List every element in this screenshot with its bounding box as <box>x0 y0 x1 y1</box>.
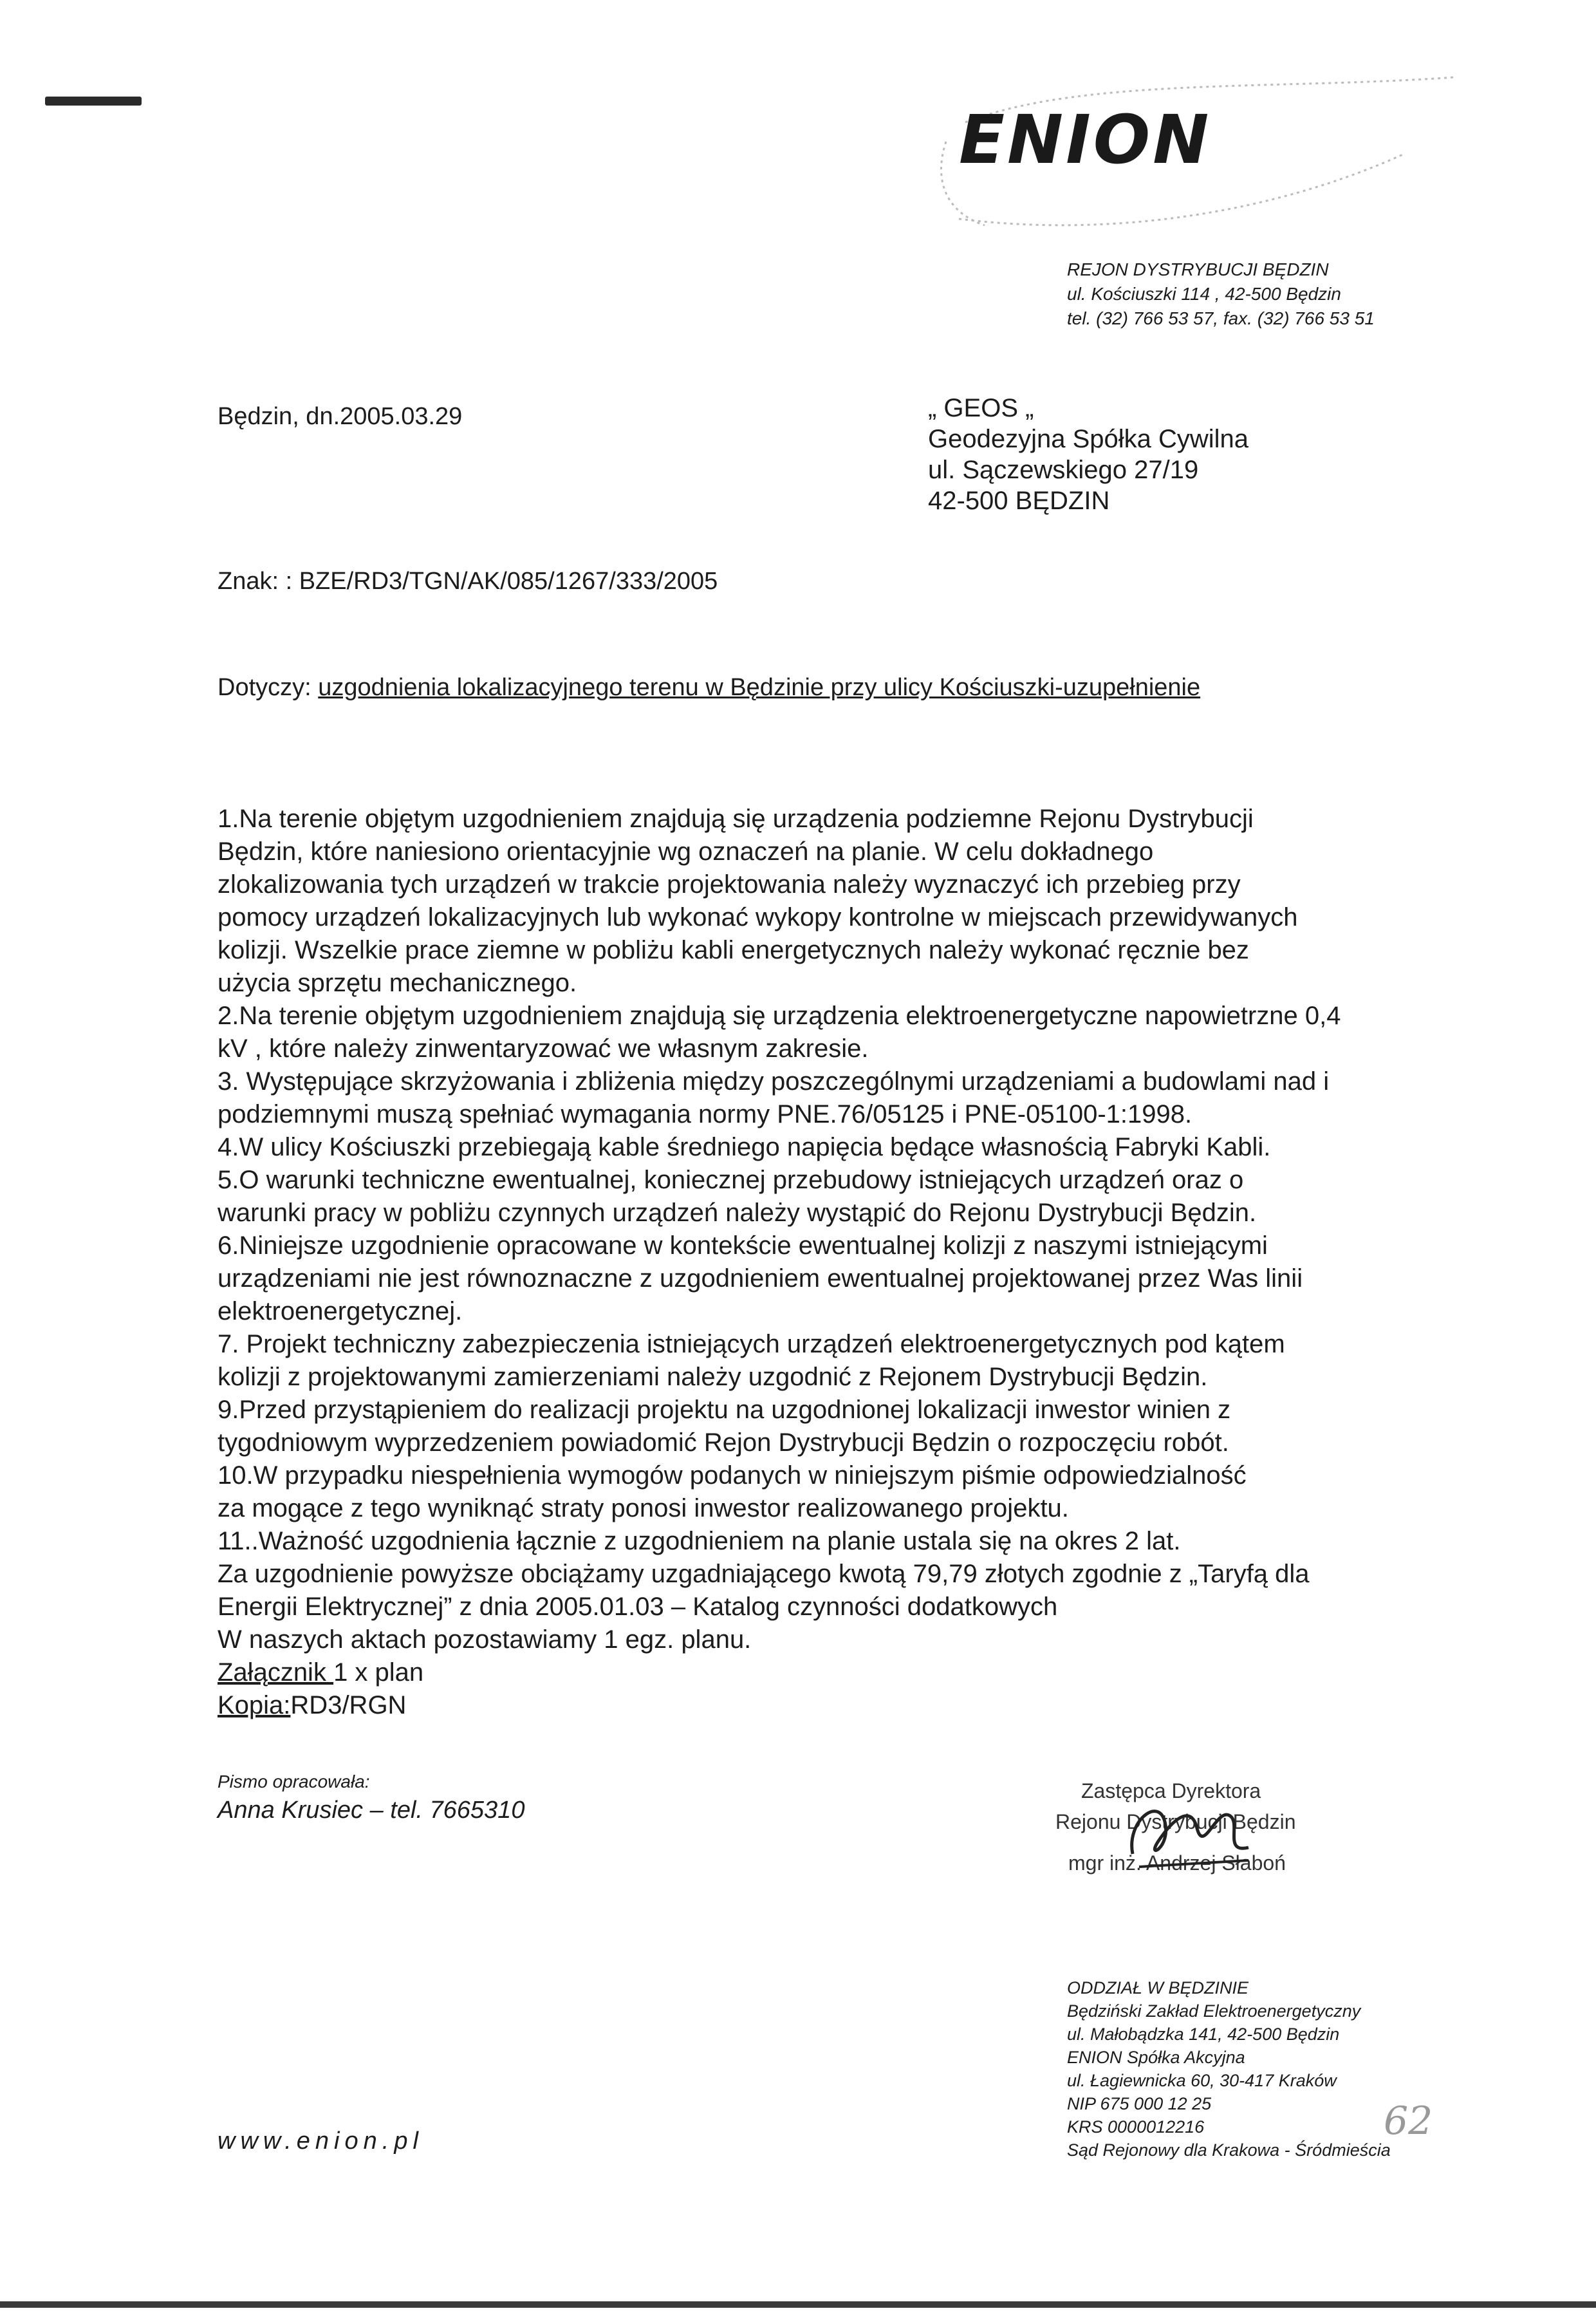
body-line: kV , które należy zinwentaryzować we własnym zakresie. <box>218 1034 869 1063</box>
body-line: kolizji. Wszelkie prace ziemne w pobliżu kabli energetycznych należy wykonać ręcznie bez <box>218 936 1249 964</box>
signature-stamp <box>1043 1777 1403 1905</box>
subject-text: uzgodnienia lokalizacyjnego terenu w Będzinie przy ulicy Kościuszki-uzupełnienie <box>318 674 1201 701</box>
header-address-line: ul. Kościuszki 114 , 42-500 Będzin <box>1067 284 1341 304</box>
logo-text: ENION <box>959 100 1212 179</box>
header-address <box>1067 257 1375 331</box>
body-line: pomocy urządzeń lokalizacyjnych lub wykonać wykopy kontrolne w miejscach przewidywanych <box>218 903 1298 931</box>
body-line: 4.W ulicy Kościuszki przebiegają kable średniego napięcia będące własnością Fabryki Kabli. <box>218 1133 1271 1161</box>
attachment-line <box>218 1656 1517 1689</box>
copy-label: Kopia: <box>218 1691 291 1719</box>
body-line: zlokalizowania tych urządzeń w trakcie projektowania należy wyznaczyć ich przebieg przy <box>218 870 1241 899</box>
footer-address-line: ODDZIAŁ W BĘDZINIE <box>1067 1978 1249 1997</box>
stamp-line: Rejonu Dystrybucji Będzin <box>1055 1810 1296 1833</box>
body-line: urządzeniami nie jest równoznaczne z uzgodnieniem ewentualnej projektowanej przez Was linii <box>218 1264 1303 1293</box>
body-line: elektroenergetycznej. <box>218 1297 463 1325</box>
body-line: 1.Na terenie objętym uzgodnieniem znajdują się urządzenia podziemne Rejonu Dystrybucji <box>218 805 1254 833</box>
body-line: W naszych aktach pozostawiamy 1 egz. planu. <box>218 1625 752 1654</box>
footer-address-line: Sąd Rejonowy dla Krakowa - Śródmieścia <box>1067 2140 1391 2160</box>
stamp-line: Zastępca Dyrektora <box>1081 1779 1261 1802</box>
body-line: za mogące z tego wyniknąć straty ponosi inwestor realizowanego projektu. <box>218 1494 1069 1522</box>
body-line: 7. Projekt techniczny zabezpieczenia istniejących urządzeń elektroenergetycznych pod kątem <box>218 1330 1285 1358</box>
body-line: kolizji z projektowanymi zamierzeniami należy uzgodnić z Rejonem Dystrybucji Będzin. <box>218 1363 1208 1391</box>
body-line: 10.W przypadku niespełnienia wymogów podanych w niniejszym piśmie odpowiedzialność <box>218 1461 1247 1490</box>
body-line: 11..Ważność uzgodnienia łącznie z uzgodnieniem na planie ustala się na okres 2 lat. <box>218 1527 1181 1555</box>
footer-address-line: KRS 0000012216 <box>1067 2117 1205 2137</box>
footer-address-line: Będziński Zakład Elektroenergetyczny <box>1067 2001 1361 2021</box>
recipient-address <box>928 393 1248 516</box>
body-line: tygodniowym wyprzedzeniem powiadomić Rejon Dystrybucji Będzin o rozpoczęciu robót. <box>218 1428 1229 1457</box>
attachment-label: Załącznik <box>218 1658 334 1687</box>
body-line: podziemnymi muszą spełniać wymagania normy PNE.76/05125 i PNE-05100-1:1998. <box>218 1100 1192 1128</box>
stamp-line: mgr inż. Andrzej Słaboń <box>1068 1851 1286 1875</box>
body-line: warunki pracy w pobliżu czynnych urządzeń należy wystąpić do Rejonu Dystrybucji Będzin. <box>218 1199 1257 1227</box>
handwritten-signature <box>1120 1783 1261 1880</box>
page-number-mark: 62 <box>1384 2099 1433 2144</box>
recipient-line: ul. Sączewskiego 27/19 <box>928 456 1199 484</box>
copy-value: RD3/RGN <box>290 1691 407 1719</box>
footer-address-line: ENION Spółka Akcyjna <box>1067 2048 1245 2067</box>
body-line: 5.O warunki techniczne ewentualnej, koniecznej przebudowy istniejących urządzeń oraz o <box>218 1166 1244 1194</box>
scan-artifact <box>45 97 142 106</box>
recipient-line: 42-500 BĘDZIN <box>928 487 1110 515</box>
footer-address-line: ul. Małobądzka 141, 42-500 Będzin <box>1067 2025 1340 2044</box>
place-date: Będzin, dn.2005.03.29 <box>218 403 463 430</box>
body-line: 3. Występujące skrzyżowania i zbliżenia między poszczególnymi urządzeniami a budowlami nad i <box>218 1067 1330 1096</box>
attachment-value: 1 x plan <box>333 1658 424 1687</box>
body-line: 2.Na terenie objętym uzgodnieniem znajdują się urządzenia elektroenergetyczne napowietrzne 0,4 <box>218 1002 1341 1030</box>
body-line: 9.Przed przystąpieniem do realizacji projektu na uzgodnionej lokalizacji inwestor winien z <box>218 1396 1231 1424</box>
footer-address-line: NIP 675 000 12 25 <box>1067 2094 1212 2113</box>
footer-address-line: ul. Łagiewnicka 60, 30-417 Kraków <box>1067 2071 1337 2090</box>
prepared-by-label: Pismo opracowała: <box>218 1772 370 1791</box>
scan-bottom-edge <box>0 2301 1596 2308</box>
website-link[interactable]: www.enion.pl <box>218 2128 423 2155</box>
copy-line <box>218 1689 1517 1722</box>
body-line: Za uzgodnienie powyższe obciążamy uzgadniającego kwotą 79,79 złotych zgodnie z „Taryfą dla <box>218 1560 1310 1588</box>
header-address-line: tel. (32) 766 53 57, fax. (32) 766 53 51 <box>1067 308 1375 328</box>
letter-body <box>218 803 1517 1722</box>
body-line: użycia sprzętu mechanicznego. <box>218 969 577 997</box>
recipient-line: Geodezyjna Spółka Cywilna <box>928 425 1249 453</box>
header-address-line: REJON DYSTRYBUCJI BĘDZIN <box>1067 259 1329 279</box>
prepared-by-name: Anna Krusiec – tel. 7665310 <box>218 1797 525 1824</box>
body-line: Będzin, które naniesiono orientacyjnie wg oznaczeń na planie. W celu dokładnego <box>218 837 1154 866</box>
reference-number: Znak: : BZE/RD3/TGN/AK/085/1267/333/2005 <box>218 568 718 595</box>
footer-address <box>1067 1976 1391 2162</box>
body-line: Energii Elektrycznej” z dnia 2005.01.03 – Katalog czynności dodatkowych <box>218 1593 1058 1621</box>
recipient-line: „ GEOS „ <box>928 394 1034 422</box>
prepared-by <box>218 1770 524 1827</box>
body-line: 6.Niniejsze uzgodnienie opracowane w kontekście ewentualnej kolizji z naszymi istniejącymi <box>218 1231 1268 1260</box>
subject-line <box>218 673 1200 702</box>
subject-label: Dotyczy: <box>218 674 319 701</box>
company-logo <box>959 100 1212 183</box>
